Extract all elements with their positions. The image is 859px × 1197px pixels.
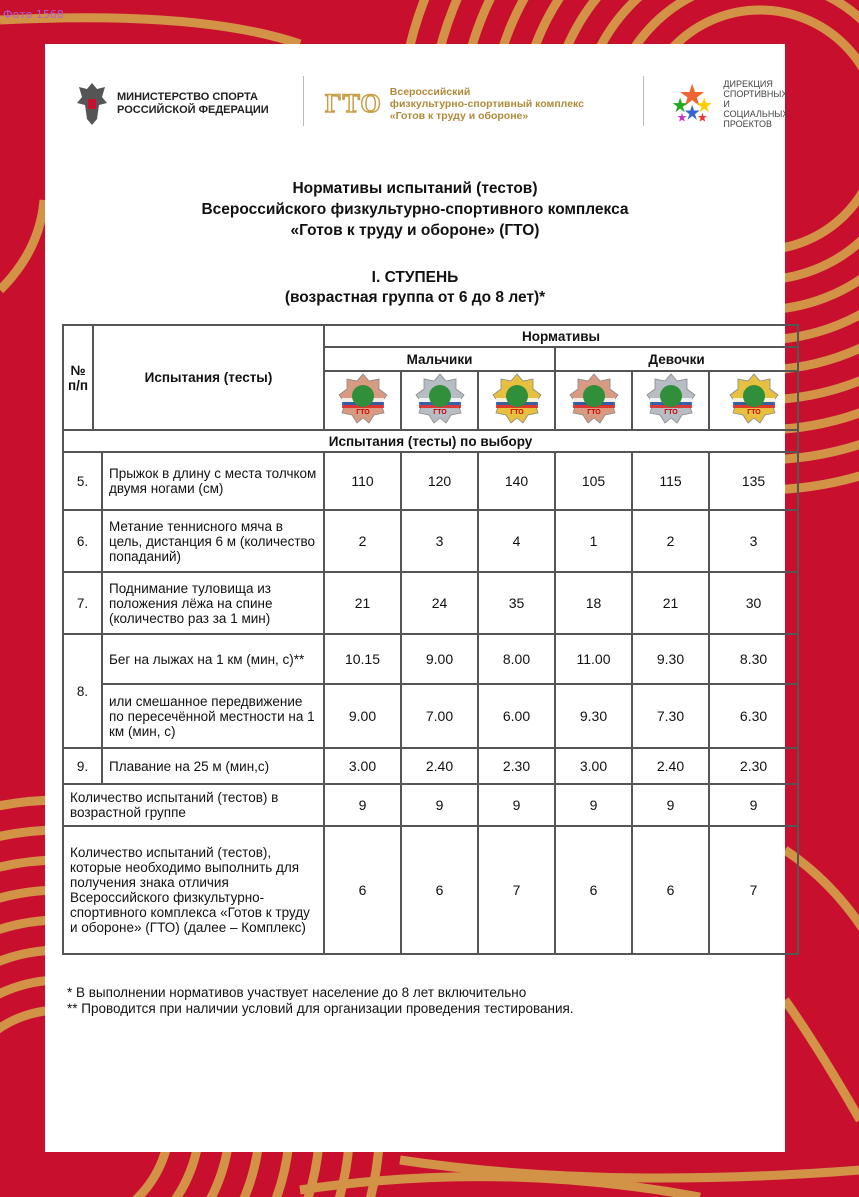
badge-cell xyxy=(632,371,709,430)
eagle-emblem-icon xyxy=(75,79,109,129)
table-row xyxy=(63,572,798,634)
norm-value: 1 xyxy=(555,510,632,572)
stage-line2: (возрастная группа от 6 до 8 лет)* xyxy=(284,289,546,306)
test-name: Поднимание туловища из положения лёжа на спине (количество раз за 1 мин) xyxy=(102,572,324,634)
badge-text: ГТО xyxy=(663,409,678,416)
norm-value: 135 xyxy=(709,452,798,510)
footnote-1: * В выполнении нормативов участвует население до 8 лет включительно xyxy=(67,985,527,1000)
norm-value: 2.30 xyxy=(709,748,798,784)
col-tests-header: Испытания (тесты) xyxy=(93,325,324,430)
test-name: Прыжок в длину с места толчком двумя ногами (см) xyxy=(102,452,324,510)
norm-value: 6.00 xyxy=(478,684,555,748)
document-title xyxy=(45,178,785,241)
gto-logo-mark: ГТО xyxy=(325,89,382,118)
stage-line1: I. СТУПЕНЬ xyxy=(371,269,459,286)
row-number: 7. xyxy=(63,572,102,634)
norm-value: 140 xyxy=(478,452,555,510)
dir-line4: ПРОЕКТОВ xyxy=(723,119,772,129)
stage-heading xyxy=(45,268,785,308)
norms-table xyxy=(62,324,795,955)
col-norms-header: Нормативы xyxy=(324,325,798,347)
table-row xyxy=(63,684,798,748)
title-line2: Всероссийского физкультурно-спортивного комплекса xyxy=(201,201,629,218)
directorate-logo xyxy=(669,74,792,134)
section-row xyxy=(63,430,798,452)
norm-value: 2.40 xyxy=(401,748,478,784)
badge-cell xyxy=(709,371,798,430)
norm-value: 8.00 xyxy=(478,634,555,684)
stars-logo-icon xyxy=(669,79,715,129)
test-name: Бег на лыжах на 1 км (мин, с)** xyxy=(102,634,324,684)
norm-value: 21 xyxy=(324,572,401,634)
summary-value: 7 xyxy=(709,826,798,954)
divider xyxy=(303,76,304,126)
norm-value: 18 xyxy=(555,572,632,634)
norm-value: 8.30 xyxy=(709,634,798,684)
gto-line2: физкультурно-спортивный комплекс xyxy=(389,98,584,110)
footnotes xyxy=(67,985,574,1017)
norm-value: 24 xyxy=(401,572,478,634)
norm-value: 9.00 xyxy=(401,634,478,684)
gto-line1: Всероссийский xyxy=(389,86,471,98)
norm-value: 115 xyxy=(632,452,709,510)
dir-line1: ДИРЕКЦИЯ xyxy=(723,79,773,89)
summary-value: 7 xyxy=(478,826,555,954)
badge-cell xyxy=(401,371,478,430)
table-row xyxy=(63,634,798,684)
summary-value: 6 xyxy=(632,826,709,954)
summary-row xyxy=(63,784,798,826)
norm-value: 7.30 xyxy=(632,684,709,748)
badge-cell xyxy=(555,371,632,430)
summary-row xyxy=(63,826,798,954)
header-logos xyxy=(45,74,789,134)
badge-text: ГТО xyxy=(355,409,370,416)
norm-value: 9.30 xyxy=(555,684,632,748)
dir-line2: СПОРТИВНЫХ xyxy=(723,89,788,99)
footnote-2: ** Проводится при наличии условий для организации проведения тестирования. xyxy=(67,1001,574,1016)
badge-cell xyxy=(324,371,401,430)
bronze-badge-icon xyxy=(336,372,390,426)
table-row xyxy=(63,510,798,572)
norm-value: 2.30 xyxy=(478,748,555,784)
summary-value: 6 xyxy=(324,826,401,954)
title-line3: «Готов к труду и обороне» (ГТО) xyxy=(290,222,540,239)
dir-line3: И СОЦИАЛЬНЫХ xyxy=(723,99,789,119)
bronze-badge-icon xyxy=(567,372,621,426)
summary-value: 6 xyxy=(401,826,478,954)
summary-value: 9 xyxy=(632,784,709,826)
norm-value: 35 xyxy=(478,572,555,634)
norm-value: 2 xyxy=(324,510,401,572)
badge-text: ГТО xyxy=(432,409,447,416)
test-name: или смешанное передвижение по пересечённой местности на 1 км (мин, с) xyxy=(102,684,324,748)
section-label: Испытания (тесты) по выбору xyxy=(63,430,798,452)
summary-value: 9 xyxy=(478,784,555,826)
test-name: Метание теннисного мяча в цель, дистанция 6 м (количество попаданий) xyxy=(102,510,324,572)
norm-value: 30 xyxy=(709,572,798,634)
table-row xyxy=(63,452,798,510)
test-name: Плавание на 25 м (мин,с) xyxy=(102,748,324,784)
badge-text: ГТО xyxy=(509,409,524,416)
silver-badge-icon xyxy=(644,372,698,426)
norm-value: 120 xyxy=(401,452,478,510)
ministry-line2: РОССИЙСКОЙ ФЕДЕРАЦИИ xyxy=(117,104,269,116)
divider xyxy=(643,76,644,126)
norm-value: 9.00 xyxy=(324,684,401,748)
norm-value: 6.30 xyxy=(709,684,798,748)
norm-value: 3.00 xyxy=(324,748,401,784)
badge-text: ГТО xyxy=(746,409,761,416)
summary-value: 9 xyxy=(555,784,632,826)
badge-cell xyxy=(478,371,555,430)
row-number: 8. xyxy=(63,634,102,748)
photo-label: Фото 1568 xyxy=(3,8,64,21)
summary-value: 9 xyxy=(324,784,401,826)
norm-value: 3 xyxy=(401,510,478,572)
summary-label: Количество испытаний (тестов) в возрастной группе xyxy=(63,784,324,826)
girls-header: Девочки xyxy=(555,347,798,371)
row-number: 5. xyxy=(63,452,102,510)
badge-text: ГТО xyxy=(586,409,601,416)
norm-value: 7.00 xyxy=(401,684,478,748)
silver-badge-icon xyxy=(413,372,467,426)
summary-value: 9 xyxy=(709,784,798,826)
norm-value: 110 xyxy=(324,452,401,510)
norm-value: 2 xyxy=(632,510,709,572)
norm-value: 3 xyxy=(709,510,798,572)
summary-label: Количество испытаний (тестов), которые необходимо выполнить для получения знака отличия Всероссийского физкультурно-спортивного комплекса «Готов к труду и обороне» (ГТО) (далее – Комплекс) xyxy=(63,826,324,954)
gto-line3: «Готов к труду и обороне» xyxy=(389,110,529,122)
norm-value: 2.40 xyxy=(632,748,709,784)
norm-value: 105 xyxy=(555,452,632,510)
ministry-logo xyxy=(75,74,269,134)
norm-value: 9.30 xyxy=(632,634,709,684)
title-line1: Нормативы испытаний (тестов) xyxy=(292,180,538,197)
row-number: 6. xyxy=(63,510,102,572)
norm-value: 21 xyxy=(632,572,709,634)
gto-logo xyxy=(325,74,584,134)
summary-value: 9 xyxy=(401,784,478,826)
col-num-header: № п/п xyxy=(63,325,93,430)
ministry-line1: МИНИСТЕРСТВО СПОРТА xyxy=(117,91,258,103)
norm-value: 11.00 xyxy=(555,634,632,684)
gold-badge-icon xyxy=(727,372,781,426)
document-sheet xyxy=(45,44,789,1152)
boys-header: Мальчики xyxy=(324,347,555,371)
row-number: 9. xyxy=(63,748,102,784)
table-row xyxy=(63,748,798,784)
gold-badge-icon xyxy=(490,372,544,426)
norm-value: 3.00 xyxy=(555,748,632,784)
norm-value: 4 xyxy=(478,510,555,572)
summary-value: 6 xyxy=(555,826,632,954)
norm-value: 10.15 xyxy=(324,634,401,684)
